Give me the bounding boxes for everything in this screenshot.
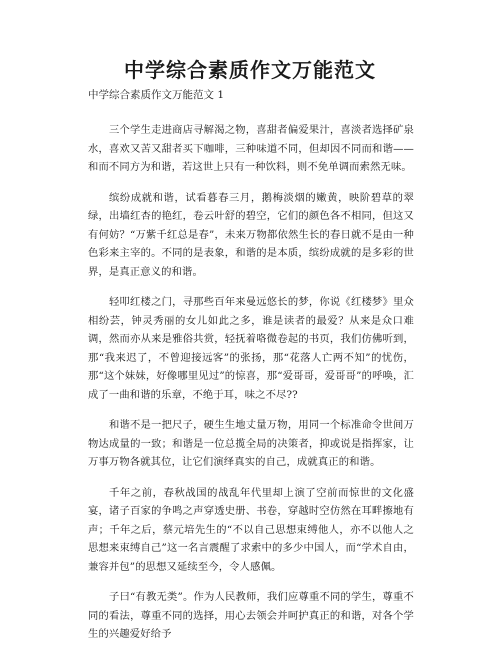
paragraph: 和谐不是一把尺子，硬生生地丈量万物，用同一个标准命令世间万物达成量的一致；和谐是一位总揽全局的决策者，抑或说是指挥家，让万事万物各就其位，让它们演绎真实的自己，成就真正的和谐。 <box>88 419 414 468</box>
paragraph: 千年之前，春秋战国的战乱年代里却上演了空前而惊世的文化盛宴，诸子百家的争鸣之声穿透史册、书卷，穿越时空仿然在耳畔擦地有声；千年之后，蔡元培先生的“不以自己思想束缚他人，亦不以他人之思想来束缚自己”这一名言震醒了求索中的多少中国人，而“学术自由，兼容并包”的思想又延续至今，令人感佩。 <box>88 486 414 573</box>
page-subtitle: 中学综合素质作文万能范文 1 <box>88 89 225 101</box>
document-body <box>88 121 414 656</box>
page-title: 中学综合素质作文万能范文 <box>124 58 376 82</box>
paragraph: 轻叩红楼之门，寻那些百年来曼远悠长的梦，你说《红楼梦》里众相纷芸，钟灵秀丽的女儿如此之多，谁是读者的最爱？从来是众口难调，然而亦从来是雅俗共赏，轻抚着咯微卷起的书页，我们仿佛听到，那“我来迟了，不曾迎接远客”的张扬，那“花落人亡两不知”的忧伤，那“这个妹妹，好像哪里见过”的惊喜，那“爱哥哥，爱哥哥”的呼唤，汇成了一曲和谐的乐章，不绝于耳，味之不尽?? <box>88 296 414 401</box>
paragraph: 子曰“有教无类”。作为人民教师，我们应尊重不同的学生，尊重不同的看法，尊重不同的选择，用心去领会并呵护真正的和谐，对各个学生的兴趣爱好给予 <box>88 591 414 640</box>
paragraph: 缤纷成就和谐，试看暮春三月，鹅梅淡烟的嫩黄，映阶碧草的翠绿，出墙红杏的艳红，卷云叶舒的碧空，它们的颜色各不相同，但这又有何妨？“万紫千红总是春”，未来万物都依然生长的春日就不是由一种色彩来主宰的。不同的是表象，和谐的是本质，缤纷成就的是多彩的世界，是真正意义的和谐。 <box>88 191 414 278</box>
paragraph: 三个学生走进商店寻解渴之物，喜甜者偏爱果汁，喜淡者选择矿泉水，喜欢又苦又甜者买下咖啡，三种味道不同，但却因不同而和谐——和而不同方为和谐，若这世上只有一种饮料，则不免单调而索然无味。 <box>88 124 414 173</box>
